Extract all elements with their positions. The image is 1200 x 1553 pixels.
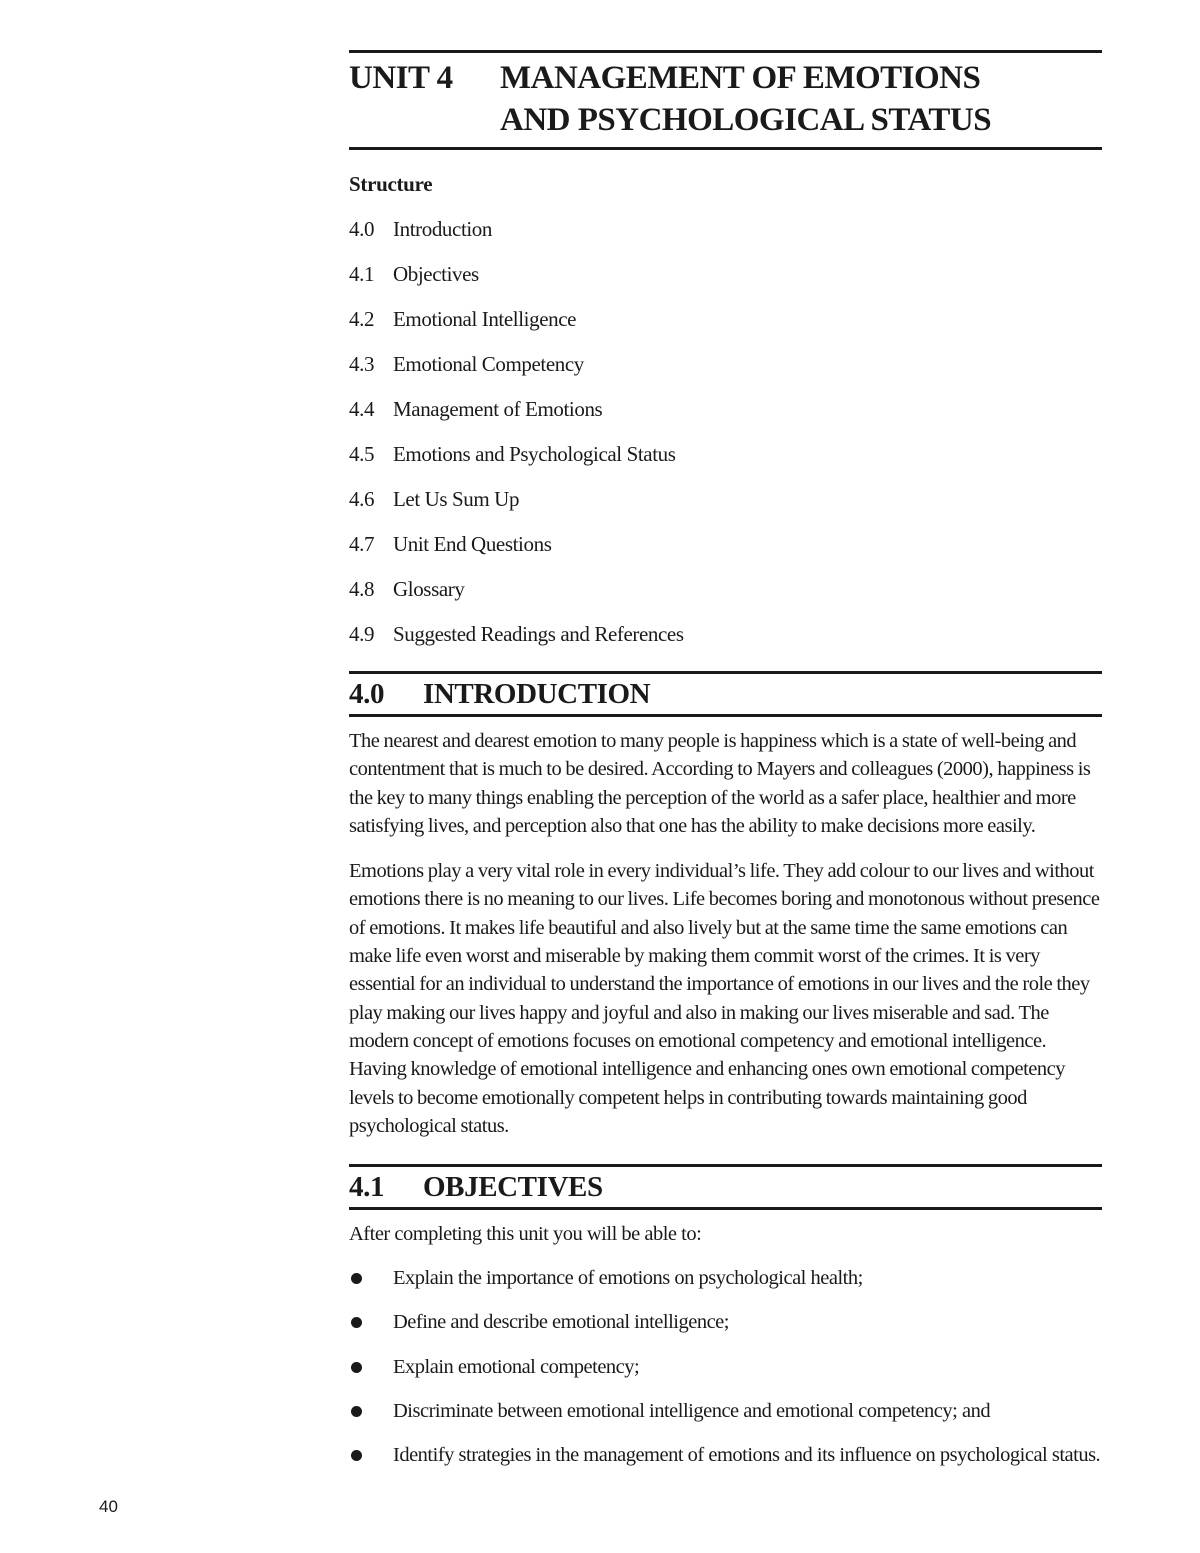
- structure-item-number: 4.8: [349, 577, 375, 601]
- section-number: 4.0: [349, 678, 385, 710]
- page-content: [349, 50, 1102, 1470]
- structure-item-number: 4.0: [349, 217, 375, 241]
- bullet-icon: [349, 1353, 393, 1381]
- objectives-intro: After completing this unit you will be able to:: [349, 1223, 702, 1246]
- structure-item-number: 4.9: [349, 622, 375, 646]
- structure-item: [349, 215, 1102, 243]
- objective-text: Discriminate between emotional intelligence and emotional competency; and: [393, 1400, 991, 1423]
- unit-title-line-2: AND PSYCHOLOGICAL STATUS: [500, 102, 992, 138]
- structure-item-label: Emotional Competency: [393, 352, 584, 376]
- section-title: INTRODUCTION: [423, 678, 651, 710]
- structure-item: [349, 440, 1102, 468]
- section-title: OBJECTIVES: [423, 1171, 603, 1204]
- objective-item: [349, 1308, 1102, 1336]
- objective-text: Identify strategies in the management of emotions and its influence on psychological status.: [393, 1444, 1101, 1467]
- structure-item: [349, 485, 1102, 513]
- structure-item-number: 4.2: [349, 307, 375, 331]
- structure-item-label: Introduction: [393, 217, 493, 241]
- bullet-icon: [349, 1264, 393, 1292]
- objectives-heading: [349, 1164, 1102, 1210]
- structure-item-number: 4.7: [349, 532, 375, 556]
- objectives-list: [349, 1264, 1102, 1469]
- structure-item: [349, 395, 1102, 423]
- structure-item-label: Glossary: [393, 577, 465, 601]
- objective-item: [349, 1353, 1102, 1381]
- introduction-heading: [349, 671, 1102, 717]
- page-number: 40: [99, 1497, 118, 1516]
- structure-heading: Structure: [349, 172, 433, 196]
- bullet-icon: [349, 1308, 393, 1336]
- objective-item: [349, 1264, 1102, 1292]
- structure-item-number: 4.6: [349, 487, 375, 511]
- bullet-icon: [349, 1397, 393, 1425]
- structure-item-label: Management of Emotions: [393, 397, 603, 421]
- structure-item: [349, 350, 1102, 378]
- structure-item: [349, 305, 1102, 333]
- structure-item: [349, 260, 1102, 288]
- structure-item-label: Objectives: [393, 262, 479, 286]
- unit-title-line-1: MANAGEMENT OF EMOTIONS: [500, 60, 981, 96]
- structure-item-number: 4.1: [349, 262, 375, 286]
- structure-list: [349, 215, 1102, 648]
- unit-number: UNIT 4: [349, 60, 453, 96]
- objective-item: [349, 1397, 1102, 1425]
- objective-item: [349, 1441, 1102, 1469]
- structure-item: [349, 575, 1102, 603]
- objective-text: Explain emotional competency;: [393, 1355, 640, 1378]
- unit-header: [349, 50, 1102, 150]
- structure-item-number: 4.3: [349, 352, 375, 376]
- objective-text: Explain the importance of emotions on psychological health;: [393, 1267, 863, 1290]
- structure-item-number: 4.4: [349, 397, 375, 421]
- bullet-icon: [349, 1441, 393, 1469]
- structure-item-label: Emotions and Psychological Status: [393, 442, 676, 466]
- section-number: 4.1: [349, 1171, 385, 1204]
- structure-item: [349, 530, 1102, 558]
- structure-item-label: Emotional Intelligence: [393, 307, 577, 331]
- introduction-paragraph-2: Emotions play a very vital role in every individual’s life. They add colour to our lives and without emotions there is no meaning to our lives. Life becomes boring and monotonous without presence of emotions. It makes life beautiful and also lively but at the same time the same emotions can make life even worst and miserable by making them commit worst of the crimes. It is very essential for an individual to understand the importance of emotions in our lives and the role they play making our lives happy and joyful and also in making our lives miserable and sad. The modern concept of emotions focuses on emotional competency and emotional intelligence. Having knowledge of emotional intelligence and enhancing ones own emotional competency levels to become emotionally competent helps in contributing towards maintaining good psychological status.: [349, 860, 1100, 1137]
- structure-item-label: Suggested Readings and References: [393, 622, 684, 646]
- structure-item-label: Unit End Questions: [393, 532, 552, 556]
- objective-text: Define and describe emotional intelligence;: [393, 1311, 729, 1334]
- structure-item: [349, 620, 1102, 648]
- structure-item-label: Let Us Sum Up: [393, 487, 520, 511]
- structure-item-number: 4.5: [349, 442, 375, 466]
- introduction-paragraph-1: The nearest and dearest emotion to many people is happiness which is a state of well-being and contentment that is much to be desired. According to Mayers and colleagues (2000), happiness is the key to many things enabling the perception of the world as a safer place, healthier and more satisfying lives, and perception also that one has the ability to make decisions more easily.: [349, 730, 1091, 837]
- unit-title: [500, 57, 991, 141]
